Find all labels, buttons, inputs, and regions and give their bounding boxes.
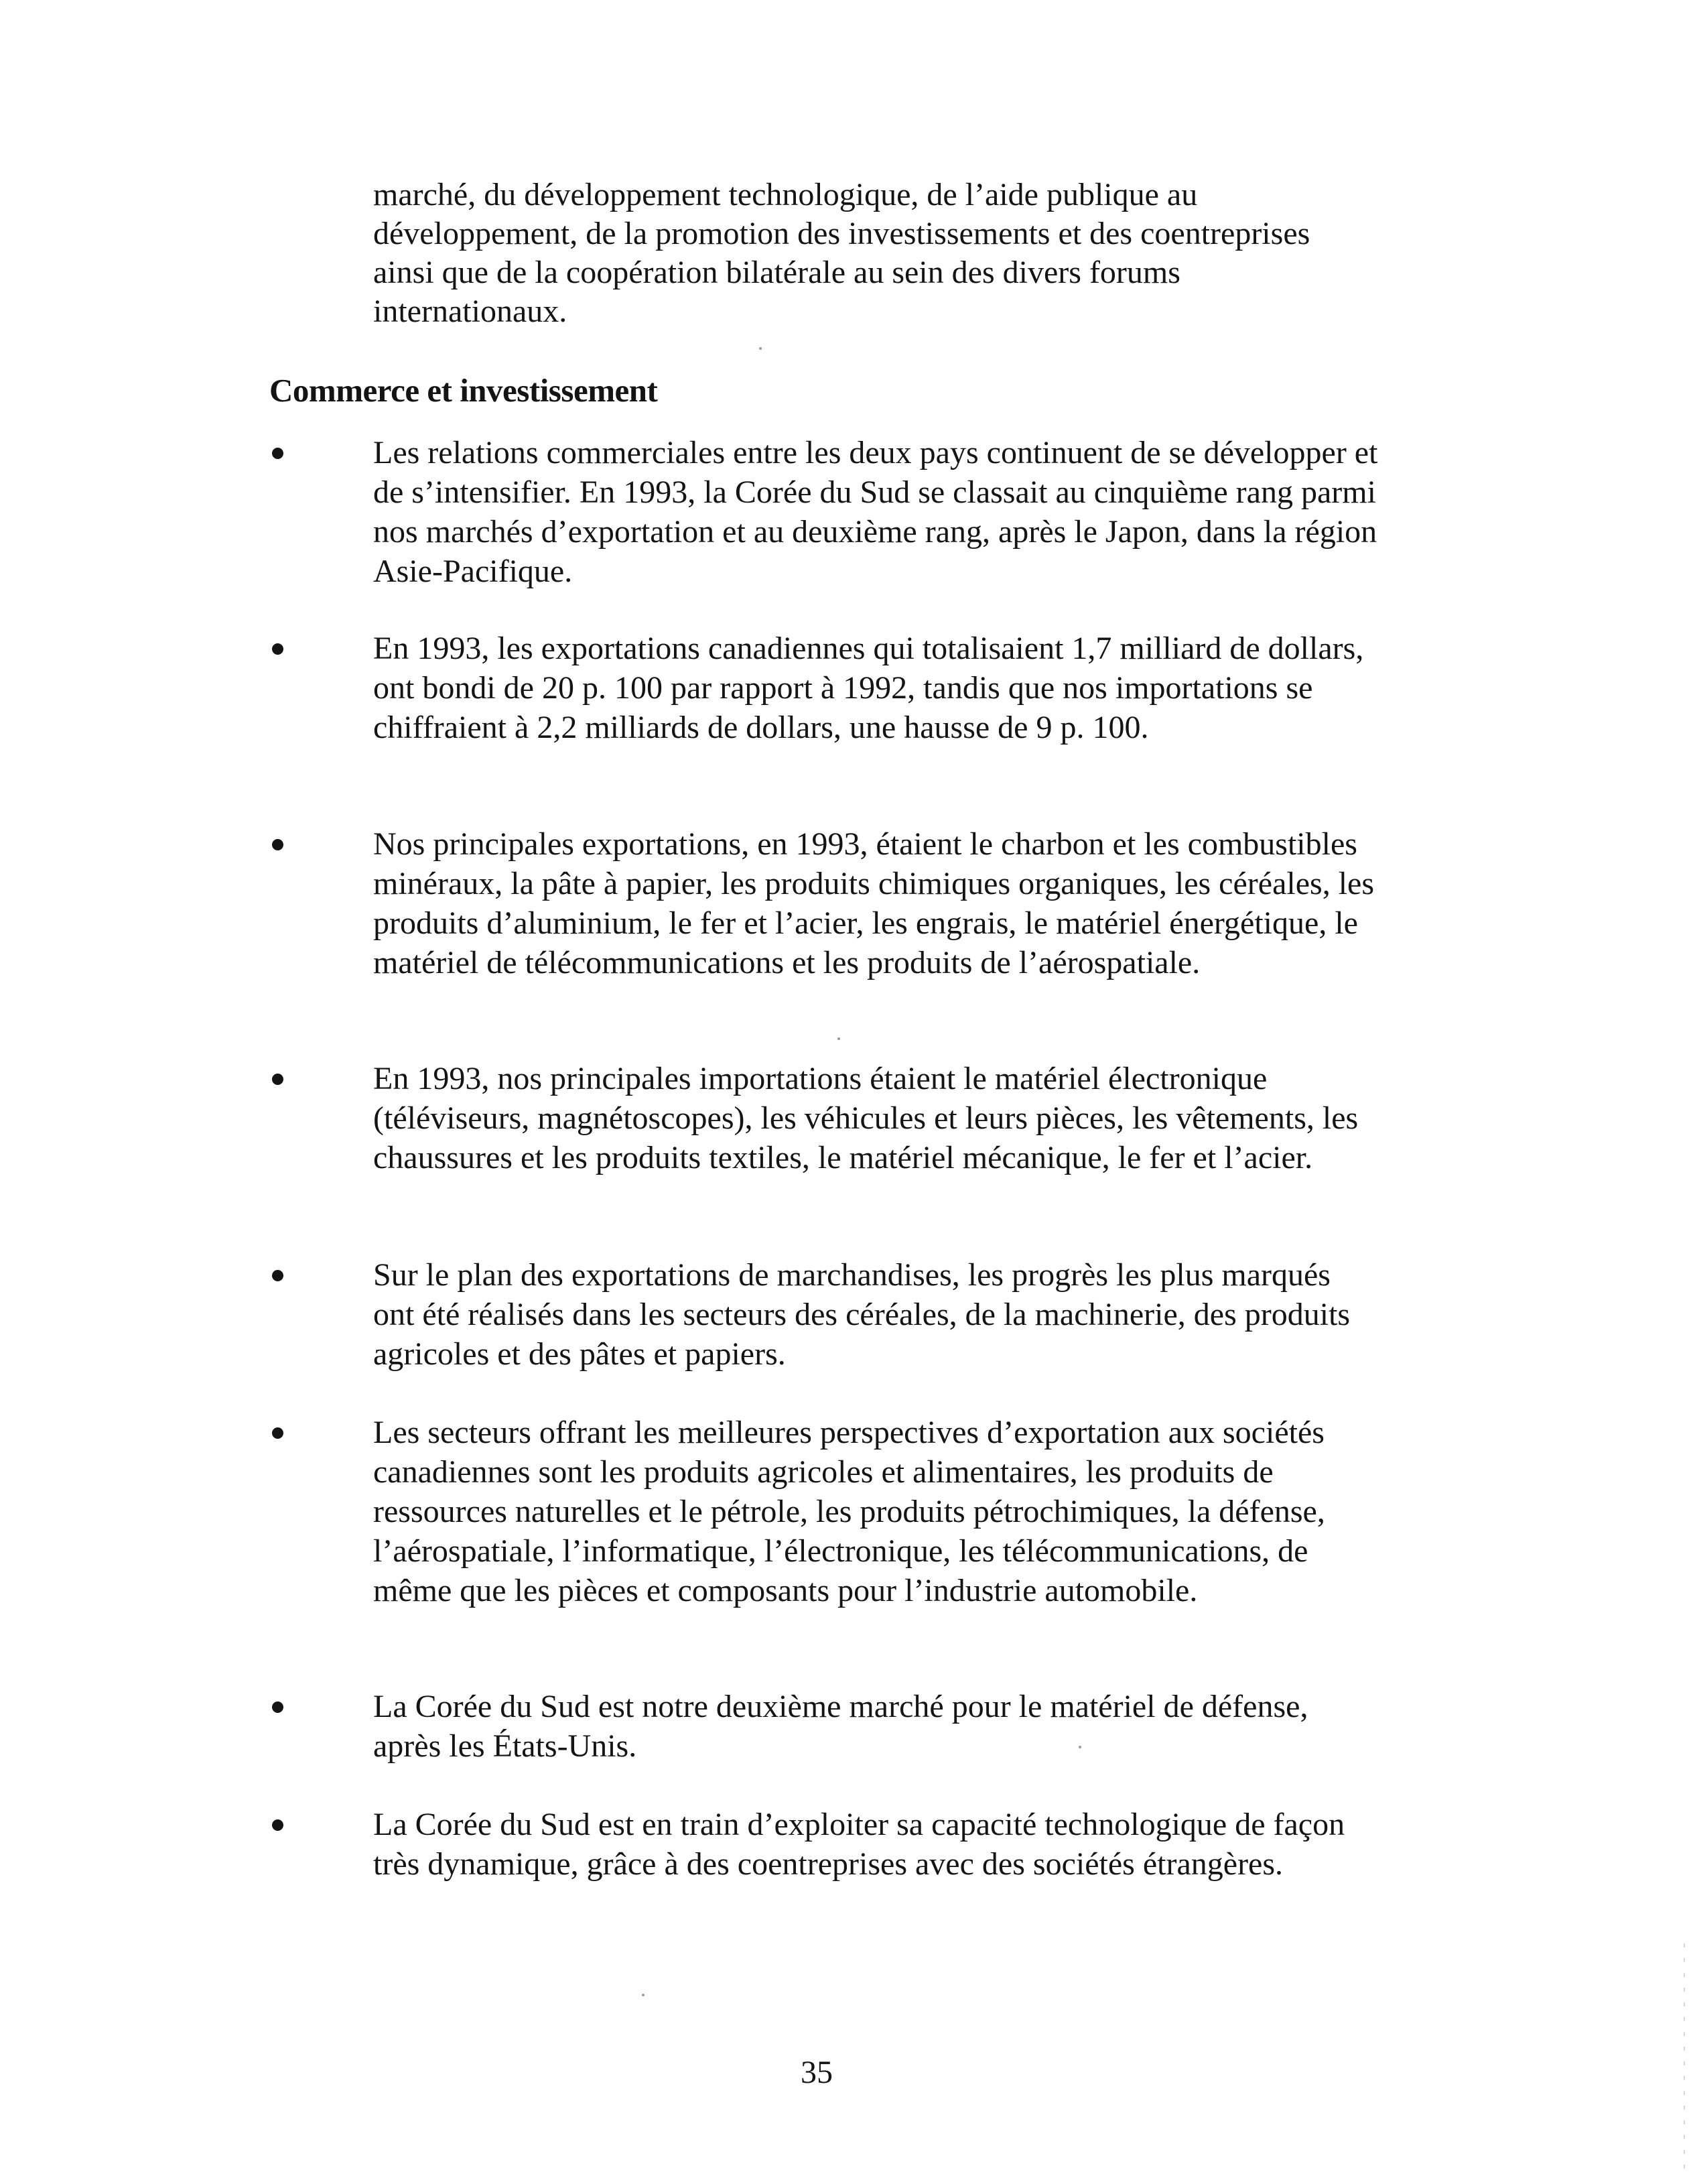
scan-speck (759, 347, 762, 350)
bullet-text: Les relations commerciales entre les deux pays continuent de se développer et de s’intensifier. En 1993, la Corée du Sud se classait au cinquième rang parmi nos marchés d’exportation et au deuxième rang, après le Japon, dans la région Asie-Pacifique. (373, 435, 1378, 589)
page-number: 35 (801, 2055, 833, 2090)
bullet-text: En 1993, nos principales importations étaient le matériel électronique (téléviseurs, magnétoscopes), les véhicules et leurs pièces, les vêtements, les chaussures et les produits textiles, le matériel mécanique, le fer et l’acier. (373, 1061, 1359, 1175)
bullet-icon (272, 448, 283, 459)
bullet-text: Nos principales exportations, en 1993, étaient le charbon et les combustibles minéraux, la pâte à papier, les produits chimiques organiques, les céréales, les produits d’aluminium, le fer et l’acier, les engrais, le matériel énergétique, le matériel de télécommunications et les produits de l’aérospatiale. (373, 826, 1375, 980)
section-heading: Commerce et investissement (269, 372, 658, 409)
scan-speck (1079, 1746, 1081, 1748)
scan-speck (642, 1994, 645, 1996)
scan-speck (837, 1037, 840, 1040)
scan-edge-artifact (1684, 1943, 1685, 2171)
intro-paragraph: marché, du développement technologique, de l’aide publique au développement, de la promotion des investissements et des coentreprises ainsi que de la coopération bilatérale au sein des divers forums internationaux. (373, 177, 1310, 329)
bullet-text: La Corée du Sud est notre deuxième marché pour le matériel de défense, après les États-Unis. (373, 1689, 1308, 1764)
bullet-icon (272, 1819, 283, 1831)
bullet-icon (272, 1270, 283, 1281)
bullet-icon (272, 1427, 283, 1439)
bullet-icon (272, 1074, 283, 1085)
bullet-icon (272, 643, 283, 655)
bullet-icon (272, 839, 283, 850)
bullet-icon (272, 1701, 283, 1713)
bullet-text: En 1993, les exportations canadiennes qui totalisaient 1,7 milliard de dollars, ont bondi de 20 p. 100 par rapport à 1992, tandis que nos importations se chiffraient à 2,2 milliards de dollars, une hausse de 9 p. 100. (373, 631, 1364, 745)
bullet-text: La Corée du Sud est en train d’exploiter sa capacité technologique de façon très dynamique, grâce à des coentreprises avec des sociétés étrangères. (373, 1807, 1345, 1882)
bullet-text: Sur le plan des exportations de marchandises, les progrès les plus marqués ont été réalisés dans les secteurs des céréales, de la machinerie, des produits agricoles et des pâtes et papiers. (373, 1257, 1351, 1372)
bullet-text: Les secteurs offrant les meilleures perspectives d’exportation aux sociétés canadiennes sont les produits agricoles et alimentaires, les produits de ressources naturelles et le pétrole, les produits pétrochimiques, la défense, l’aérospatiale, l’informatique, l’électronique, les télécommunications, de même que les pièces et composants pour l’industrie automobile. (373, 1415, 1325, 1608)
